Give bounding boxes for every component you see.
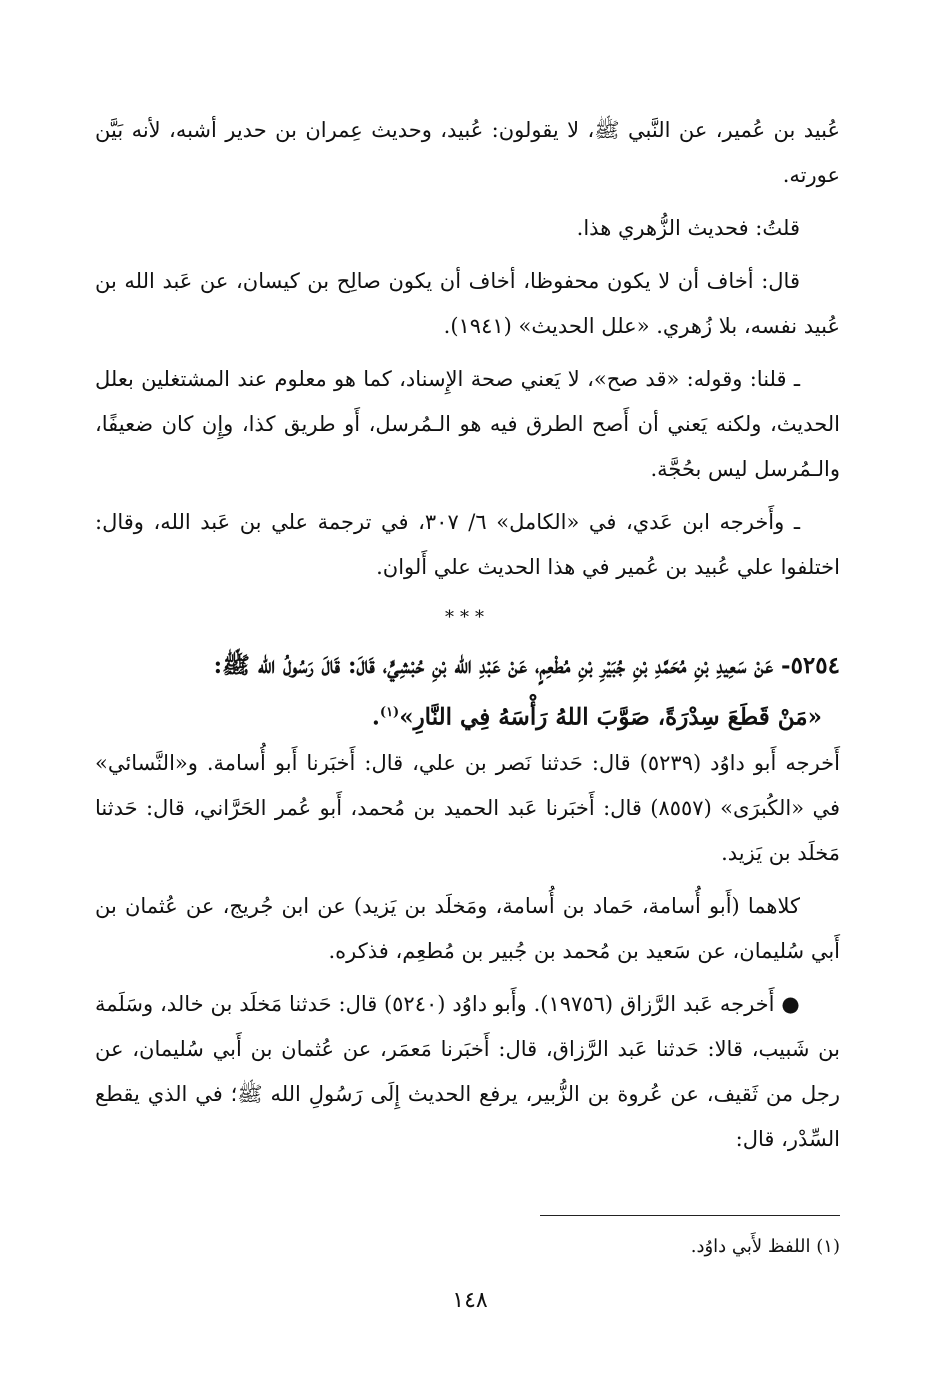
footnote-reference: (١) <box>379 705 400 720</box>
takhrij-paragraph-1: أَخرجه أَبو داوُد (٥٢٣٩) قال: حَدثنا نَصر بن علي، قال: أَخبَرنا أَبو أُسامة. و«النَّسائي» في «الكُبرَى» (٨٥٥٧) قال: أَخبَرنا عَبد الحميد بن مُحمد، أَبو عُمر الحَرَّاني، قال: حَدثنا مَخلَد بن يَزيد. <box>95 750 840 865</box>
section-separator: *** <box>445 607 490 628</box>
hadith-matn: «مَنْ قَطَعَ سِدْرَةً، صَوَّبَ اللهُ رَأْسَهُ فِي النَّارِ»$^{(١)}$. <box>371 703 822 731</box>
hadith-heading <box>95 642 840 689</box>
paragraph-1: عُبيد بن عُمير، عن النَّبي ﷺ، لا يقولون: عُبيد، وحديث عِمران بن حدير أشبه، لأنه بَيَّن عورته. <box>95 118 840 187</box>
paragraph-5: ـ وأَخرجه ابن عَدي، في «الكامل» ٦/ ٣٠٧، في ترجمة علي بن عَبد الله، وقال: اختلفوا علي عُبيد بن عُمير في هذا الحديث علي أَلوان. <box>95 510 840 579</box>
hadith-matn-text: «مَنْ قَطَعَ سِدْرَةً، صَوَّبَ اللهُ رَأْسَهُ فِي النَّارِ» <box>399 703 822 731</box>
takhrij-paragraph-3: ● أَخرجه عَبد الرَّزاق (١٩٧٥٦). وأَبو داوُد (٥٢٤٠) قال: حَدثنا مَخلَد بن خالد، وسَلَمة بن شَبيب، قالا: حَدثنا عَبد الرَّزاق، قال: أَخبَرنا مَعمَر، عن عُثمان بن أَبي سُليمان، عن رجل من ثَقيف، عن عُروة بن الزُّبير، يرفع الحديث إِلَى رَسُولِ الله ﷺ؛ في الذي يقطع السِّدْر، قال: <box>95 991 840 1151</box>
paragraph-2: قلتُ: فحديث الزُّهري هذا. <box>576 216 800 240</box>
hadith-isnad: عَنْ سَعِيدِ بْنِ مُحَمَّدِ بْنِ جُبَيْرِ بْنِ مُطْعِمٍ، عَنْ عَبْدِ الله بْنِ حُبْشِيٍّ، قَالَ: قَالَ رَسُولُ الله ﷺ: <box>213 652 774 679</box>
footnote-divider <box>540 1215 840 1216</box>
main-text <box>95 108 840 1162</box>
takhrij-paragraph-2: كلاهما (أَبو أُسامة، حَماد بن أُسامة، ومَخلَد بن يَزيد) عن ابن جُريج، عن عُثمان بن أَبي سُليمان، عن سَعيد بن مُحمد بن جُبير بن مُطعِم، فذكره. <box>95 893 840 963</box>
paragraph-3: قال: أخاف أن لا يكون محفوظا، أخاف أن يكون صالِح بن كيسان، عن عَبد الله بن عُبيد نفسه، بلا زُهري. «علل الحديث» (١٩٤١). <box>95 269 840 338</box>
page-number: ١٤٨ <box>452 1288 488 1313</box>
footnote: (١) اللفظ لأَبي داوُد. <box>690 1236 840 1257</box>
paragraph-4: ـ قلنا: وقوله: «قد صح»، لا يَعني صحة الإِسناد، كما هو معلوم عند المشتغلين بعلل الحديث، ولكنه يَعني أن أَصح الطرق فيه هو الـمُرسل، أَو طريق كذا، وإِن كان ضعيفًا، والـمُرسل ليس بحُجَّة. <box>95 367 840 481</box>
hadith-number: ٥٢٥٤- <box>781 652 840 679</box>
